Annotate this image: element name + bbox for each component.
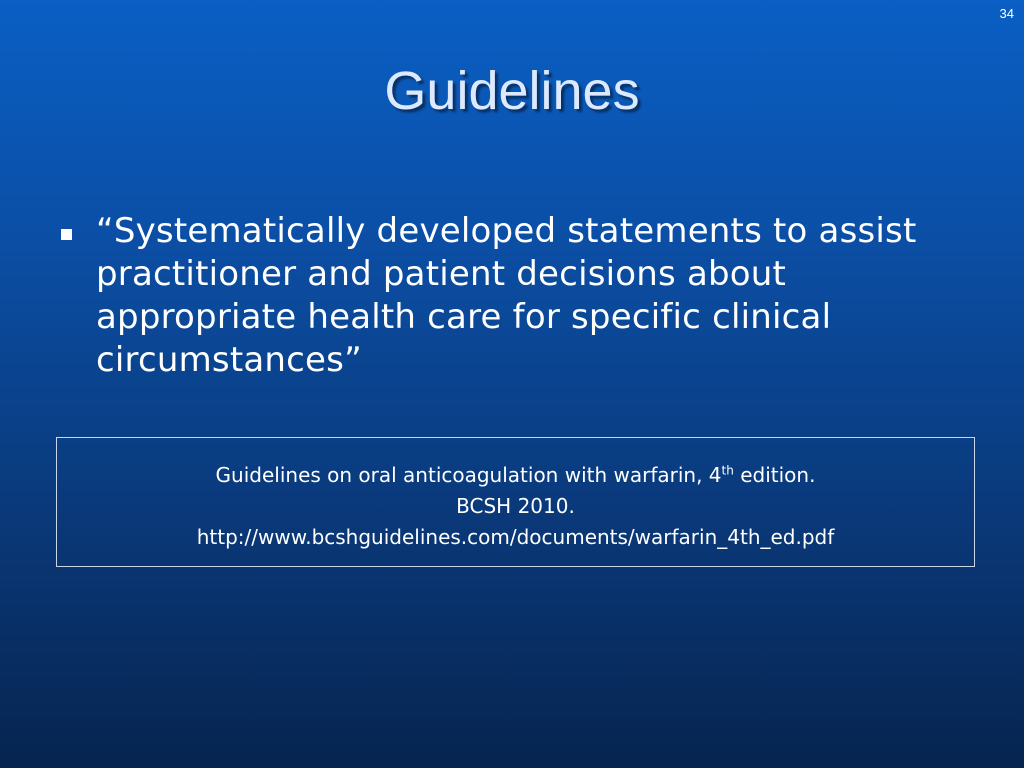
bullet-list [58,210,948,382]
square-bullet-icon [61,229,72,240]
reference-line-1 [57,460,974,491]
reference-edition: edition. [733,463,816,487]
slide-title: Guidelines [384,61,640,121]
bullet-item [58,210,948,382]
reference-line-2: BCSH 2010. [456,494,575,518]
slide-number: 34 [999,6,1014,21]
bullet-text: “Systematically developed statements to assist practitioner and patient decisions about appropriate health care for specific clinical circumstances” [96,211,917,380]
reference-superscript: th [721,463,734,478]
reference-title: Guidelines on oral anticoagulation with warfarin, 4 [215,463,722,487]
reference-box [56,437,975,567]
reference-url: http://www.bcshguidelines.com/documents/warfarin_4th_ed.pdf [196,525,835,549]
